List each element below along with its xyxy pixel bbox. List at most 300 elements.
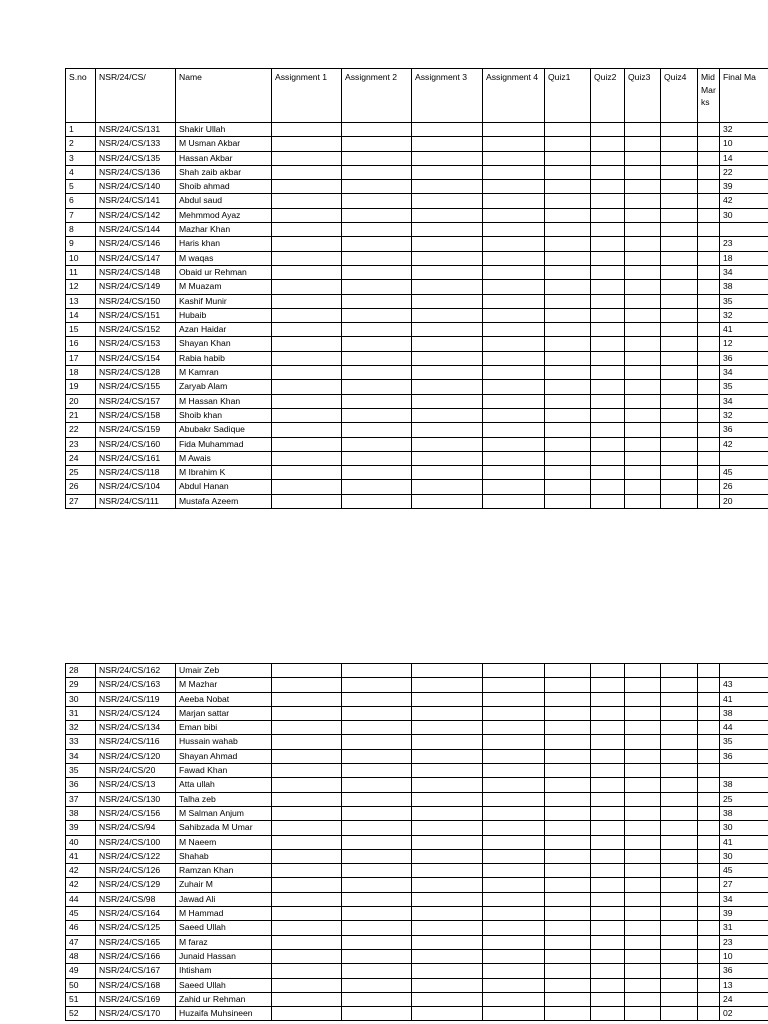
cell-assignment-2 bbox=[342, 1007, 412, 1021]
cell-quiz1 bbox=[545, 864, 591, 878]
cell-assignment-1 bbox=[272, 251, 342, 265]
table-row bbox=[66, 664, 768, 678]
cell-final-marks: 36 bbox=[720, 351, 768, 365]
cell-quiz1 bbox=[545, 764, 591, 778]
table-row bbox=[66, 1007, 768, 1021]
cell-mid-marks bbox=[698, 764, 720, 778]
table-row bbox=[66, 451, 768, 465]
cell-quiz4 bbox=[661, 394, 698, 408]
cell-final-marks bbox=[720, 664, 768, 678]
cell-quiz3 bbox=[625, 978, 661, 992]
cell-registration: NSR/24/CS/150 bbox=[96, 294, 176, 308]
cell-assignment-3 bbox=[412, 735, 483, 749]
cell-sno: 11 bbox=[66, 265, 96, 279]
cell-assignment-2 bbox=[342, 692, 412, 706]
cell-quiz2 bbox=[591, 151, 625, 165]
cell-final-marks: 32 bbox=[720, 408, 768, 422]
cell-assignment-3 bbox=[412, 978, 483, 992]
cell-assignment-4 bbox=[483, 351, 545, 365]
cell-final-marks: 45 bbox=[720, 864, 768, 878]
table-row bbox=[66, 123, 768, 137]
cell-registration: NSR/24/CS/20 bbox=[96, 764, 176, 778]
cell-quiz2 bbox=[591, 265, 625, 279]
cell-assignment-4 bbox=[483, 792, 545, 806]
cell-quiz1 bbox=[545, 978, 591, 992]
cell-assignment-4 bbox=[483, 265, 545, 279]
cell-name: Rabia habib bbox=[176, 351, 272, 365]
cell-assignment-2 bbox=[342, 949, 412, 963]
cell-quiz4 bbox=[661, 351, 698, 365]
cell-assignment-4 bbox=[483, 466, 545, 480]
cell-assignment-2 bbox=[342, 964, 412, 978]
cell-mid-marks bbox=[698, 721, 720, 735]
cell-registration: NSR/24/CS/155 bbox=[96, 380, 176, 394]
cell-registration: NSR/24/CS/166 bbox=[96, 949, 176, 963]
cell-quiz1 bbox=[545, 408, 591, 422]
cell-registration: NSR/24/CS/142 bbox=[96, 208, 176, 222]
cell-quiz4 bbox=[661, 423, 698, 437]
cell-quiz4 bbox=[661, 237, 698, 251]
cell-quiz2 bbox=[591, 692, 625, 706]
cell-quiz1 bbox=[545, 480, 591, 494]
cell-name: Haris khan bbox=[176, 237, 272, 251]
cell-quiz4 bbox=[661, 878, 698, 892]
cell-assignment-3 bbox=[412, 907, 483, 921]
cell-name: Hassan Akbar bbox=[176, 151, 272, 165]
cell-assignment-4 bbox=[483, 907, 545, 921]
cell-mid-marks bbox=[698, 408, 720, 422]
cell-assignment-1 bbox=[272, 849, 342, 863]
cell-assignment-4 bbox=[483, 721, 545, 735]
cell-assignment-4 bbox=[483, 437, 545, 451]
cell-name: Shah zaib akbar bbox=[176, 165, 272, 179]
cell-quiz4 bbox=[661, 380, 698, 394]
cell-final-marks: 34 bbox=[720, 394, 768, 408]
cell-quiz1 bbox=[545, 265, 591, 279]
cell-quiz3 bbox=[625, 678, 661, 692]
cell-assignment-2 bbox=[342, 237, 412, 251]
cell-quiz3 bbox=[625, 466, 661, 480]
cell-quiz1 bbox=[545, 992, 591, 1006]
cell-assignment-3 bbox=[412, 151, 483, 165]
cell-final-marks: 23 bbox=[720, 935, 768, 949]
cell-assignment-2 bbox=[342, 351, 412, 365]
cell-mid-marks bbox=[698, 337, 720, 351]
cell-registration: NSR/24/CS/134 bbox=[96, 721, 176, 735]
cell-name: Azan Haidar bbox=[176, 323, 272, 337]
cell-assignment-1 bbox=[272, 208, 342, 222]
cell-quiz3 bbox=[625, 792, 661, 806]
cell-assignment-1 bbox=[272, 408, 342, 422]
cell-name: Abdul Hanan bbox=[176, 480, 272, 494]
cell-sno: 23 bbox=[66, 437, 96, 451]
cell-assignment-3 bbox=[412, 408, 483, 422]
cell-assignment-2 bbox=[342, 778, 412, 792]
cell-quiz2 bbox=[591, 921, 625, 935]
cell-quiz4 bbox=[661, 664, 698, 678]
cell-quiz1 bbox=[545, 466, 591, 480]
cell-name: Ihtisham bbox=[176, 964, 272, 978]
cell-assignment-4 bbox=[483, 664, 545, 678]
cell-sno: 1 bbox=[66, 123, 96, 137]
cell-mid-marks bbox=[698, 380, 720, 394]
table-row bbox=[66, 849, 768, 863]
cell-assignment-1 bbox=[272, 194, 342, 208]
cell-sno: 27 bbox=[66, 494, 96, 508]
cell-quiz2 bbox=[591, 749, 625, 763]
cell-final-marks: 30 bbox=[720, 849, 768, 863]
cell-quiz4 bbox=[661, 137, 698, 151]
cell-mid-marks bbox=[698, 123, 720, 137]
cell-registration: NSR/24/CS/146 bbox=[96, 237, 176, 251]
cell-assignment-1 bbox=[272, 778, 342, 792]
cell-assignment-4 bbox=[483, 935, 545, 949]
cell-registration: NSR/24/CS/153 bbox=[96, 337, 176, 351]
cell-assignment-4 bbox=[483, 308, 545, 322]
cell-assignment-1 bbox=[272, 237, 342, 251]
cell-registration: NSR/24/CS/167 bbox=[96, 964, 176, 978]
cell-assignment-1 bbox=[272, 423, 342, 437]
cell-quiz2 bbox=[591, 892, 625, 906]
cell-assignment-3 bbox=[412, 992, 483, 1006]
cell-assignment-2 bbox=[342, 280, 412, 294]
cell-quiz2 bbox=[591, 678, 625, 692]
table-row bbox=[66, 907, 768, 921]
cell-quiz1 bbox=[545, 792, 591, 806]
cell-registration: NSR/24/CS/125 bbox=[96, 921, 176, 935]
cell-assignment-4 bbox=[483, 223, 545, 237]
cell-final-marks: 20 bbox=[720, 494, 768, 508]
cell-sno: 52 bbox=[66, 1007, 96, 1021]
cell-sno: 35 bbox=[66, 764, 96, 778]
cell-sno: 41 bbox=[66, 849, 96, 863]
cell-assignment-1 bbox=[272, 935, 342, 949]
cell-quiz3 bbox=[625, 964, 661, 978]
cell-quiz2 bbox=[591, 437, 625, 451]
cell-final-marks: 02 bbox=[720, 1007, 768, 1021]
cell-quiz2 bbox=[591, 394, 625, 408]
cell-assignment-1 bbox=[272, 480, 342, 494]
cell-mid-marks bbox=[698, 180, 720, 194]
cell-sno: 31 bbox=[66, 706, 96, 720]
cell-quiz1 bbox=[545, 721, 591, 735]
header-quiz4: Quiz4 bbox=[661, 69, 698, 123]
cell-mid-marks bbox=[698, 835, 720, 849]
cell-quiz2 bbox=[591, 408, 625, 422]
cell-quiz1 bbox=[545, 194, 591, 208]
cell-assignment-1 bbox=[272, 678, 342, 692]
cell-assignment-4 bbox=[483, 964, 545, 978]
cell-assignment-3 bbox=[412, 878, 483, 892]
cell-final-marks: 23 bbox=[720, 237, 768, 251]
header-assignment-3: Assignment 3 bbox=[412, 69, 483, 123]
cell-final-marks: 41 bbox=[720, 835, 768, 849]
cell-sno: 6 bbox=[66, 194, 96, 208]
cell-quiz1 bbox=[545, 337, 591, 351]
cell-quiz4 bbox=[661, 735, 698, 749]
cell-assignment-2 bbox=[342, 735, 412, 749]
cell-mid-marks bbox=[698, 1007, 720, 1021]
cell-final-marks: 39 bbox=[720, 907, 768, 921]
header-name: Name bbox=[176, 69, 272, 123]
cell-quiz3 bbox=[625, 878, 661, 892]
cell-name: M Naeem bbox=[176, 835, 272, 849]
cell-assignment-1 bbox=[272, 664, 342, 678]
table-row bbox=[66, 251, 768, 265]
cell-final-marks bbox=[720, 764, 768, 778]
cell-quiz4 bbox=[661, 308, 698, 322]
cell-name: Marjan sattar bbox=[176, 706, 272, 720]
cell-final-marks: 42 bbox=[720, 194, 768, 208]
cell-registration: NSR/24/CS/111 bbox=[96, 494, 176, 508]
table-row bbox=[66, 308, 768, 322]
cell-mid-marks bbox=[698, 692, 720, 706]
cell-assignment-2 bbox=[342, 764, 412, 778]
cell-name: Mehmmod Ayaz bbox=[176, 208, 272, 222]
cell-final-marks: 36 bbox=[720, 964, 768, 978]
cell-quiz1 bbox=[545, 749, 591, 763]
cell-name: Mustafa Azeem bbox=[176, 494, 272, 508]
cell-quiz3 bbox=[625, 208, 661, 222]
cell-final-marks: 39 bbox=[720, 180, 768, 194]
cell-assignment-1 bbox=[272, 337, 342, 351]
cell-registration: NSR/24/CS/129 bbox=[96, 878, 176, 892]
table-row bbox=[66, 721, 768, 735]
header-assignment-1: Assignment 1 bbox=[272, 69, 342, 123]
cell-registration: NSR/24/CS/126 bbox=[96, 864, 176, 878]
table-row bbox=[66, 792, 768, 806]
cell-quiz2 bbox=[591, 964, 625, 978]
cell-quiz4 bbox=[661, 180, 698, 194]
cell-assignment-3 bbox=[412, 864, 483, 878]
cell-quiz2 bbox=[591, 294, 625, 308]
cell-sno: 34 bbox=[66, 749, 96, 763]
header-quiz1: Quiz1 bbox=[545, 69, 591, 123]
cell-quiz2 bbox=[591, 480, 625, 494]
cell-quiz4 bbox=[661, 408, 698, 422]
cell-registration: NSR/24/CS/122 bbox=[96, 849, 176, 863]
cell-registration: NSR/24/CS/156 bbox=[96, 806, 176, 820]
cell-final-marks: 14 bbox=[720, 151, 768, 165]
cell-assignment-3 bbox=[412, 294, 483, 308]
cell-assignment-3 bbox=[412, 806, 483, 820]
cell-final-marks: 45 bbox=[720, 466, 768, 480]
table-row bbox=[66, 323, 768, 337]
cell-quiz1 bbox=[545, 308, 591, 322]
cell-quiz2 bbox=[591, 1007, 625, 1021]
cell-name: Obaid ur Rehman bbox=[176, 265, 272, 279]
cell-quiz3 bbox=[625, 692, 661, 706]
cell-assignment-4 bbox=[483, 692, 545, 706]
cell-final-marks: 24 bbox=[720, 992, 768, 1006]
cell-assignment-2 bbox=[342, 749, 412, 763]
cell-assignment-3 bbox=[412, 351, 483, 365]
cell-assignment-1 bbox=[272, 735, 342, 749]
cell-quiz1 bbox=[545, 294, 591, 308]
table-row bbox=[66, 423, 768, 437]
cell-assignment-3 bbox=[412, 323, 483, 337]
cell-quiz3 bbox=[625, 323, 661, 337]
cell-mid-marks bbox=[698, 237, 720, 251]
cell-sno: 19 bbox=[66, 380, 96, 394]
cell-mid-marks bbox=[698, 423, 720, 437]
cell-mid-marks bbox=[698, 194, 720, 208]
cell-quiz3 bbox=[625, 180, 661, 194]
cell-assignment-1 bbox=[272, 494, 342, 508]
table-row bbox=[66, 949, 768, 963]
cell-quiz2 bbox=[591, 664, 625, 678]
cell-assignment-3 bbox=[412, 280, 483, 294]
cell-quiz2 bbox=[591, 806, 625, 820]
cell-quiz3 bbox=[625, 494, 661, 508]
cell-registration: NSR/24/CS/159 bbox=[96, 423, 176, 437]
cell-final-marks: 34 bbox=[720, 892, 768, 906]
cell-quiz1 bbox=[545, 208, 591, 222]
cell-quiz4 bbox=[661, 706, 698, 720]
cell-registration: NSR/24/CS/118 bbox=[96, 466, 176, 480]
cell-assignment-1 bbox=[272, 380, 342, 394]
cell-mid-marks bbox=[698, 792, 720, 806]
cell-registration: NSR/24/CS/149 bbox=[96, 280, 176, 294]
cell-assignment-3 bbox=[412, 892, 483, 906]
cell-quiz1 bbox=[545, 664, 591, 678]
cell-sno: 7 bbox=[66, 208, 96, 222]
cell-mid-marks bbox=[698, 921, 720, 935]
cell-quiz1 bbox=[545, 237, 591, 251]
cell-quiz2 bbox=[591, 764, 625, 778]
cell-quiz4 bbox=[661, 280, 698, 294]
cell-assignment-4 bbox=[483, 764, 545, 778]
cell-quiz4 bbox=[661, 721, 698, 735]
cell-quiz1 bbox=[545, 451, 591, 465]
cell-sno: 4 bbox=[66, 165, 96, 179]
cell-registration: NSR/24/CS/141 bbox=[96, 194, 176, 208]
cell-sno: 2 bbox=[66, 137, 96, 151]
cell-registration: NSR/24/CS/98 bbox=[96, 892, 176, 906]
cell-quiz2 bbox=[591, 878, 625, 892]
table-row bbox=[66, 480, 768, 494]
cell-assignment-1 bbox=[272, 992, 342, 1006]
cell-mid-marks bbox=[698, 806, 720, 820]
cell-name: M waqas bbox=[176, 251, 272, 265]
cell-assignment-2 bbox=[342, 849, 412, 863]
cell-quiz3 bbox=[625, 251, 661, 265]
cell-assignment-1 bbox=[272, 706, 342, 720]
cell-sno: 3 bbox=[66, 151, 96, 165]
cell-registration: NSR/24/CS/119 bbox=[96, 692, 176, 706]
cell-quiz2 bbox=[591, 194, 625, 208]
cell-name: Fawad Khan bbox=[176, 764, 272, 778]
cell-mid-marks bbox=[698, 892, 720, 906]
cell-mid-marks bbox=[698, 864, 720, 878]
cell-quiz2 bbox=[591, 706, 625, 720]
cell-assignment-1 bbox=[272, 721, 342, 735]
cell-quiz3 bbox=[625, 821, 661, 835]
header-final-marks: Final Ma bbox=[720, 69, 768, 123]
cell-assignment-4 bbox=[483, 494, 545, 508]
cell-quiz4 bbox=[661, 294, 698, 308]
table-row bbox=[66, 735, 768, 749]
cell-assignment-2 bbox=[342, 208, 412, 222]
cell-final-marks: 26 bbox=[720, 480, 768, 494]
cell-sno: 25 bbox=[66, 466, 96, 480]
cell-quiz2 bbox=[591, 494, 625, 508]
cell-quiz2 bbox=[591, 251, 625, 265]
table-row bbox=[66, 892, 768, 906]
cell-name: Shahab bbox=[176, 849, 272, 863]
cell-assignment-1 bbox=[272, 806, 342, 820]
cell-quiz2 bbox=[591, 735, 625, 749]
table-row bbox=[66, 692, 768, 706]
cell-quiz1 bbox=[545, 180, 591, 194]
cell-assignment-4 bbox=[483, 165, 545, 179]
cell-mid-marks bbox=[698, 451, 720, 465]
cell-assignment-4 bbox=[483, 337, 545, 351]
cell-quiz2 bbox=[591, 165, 625, 179]
cell-assignment-4 bbox=[483, 835, 545, 849]
cell-quiz1 bbox=[545, 921, 591, 935]
cell-assignment-2 bbox=[342, 408, 412, 422]
cell-assignment-3 bbox=[412, 137, 483, 151]
table-row bbox=[66, 265, 768, 279]
cell-assignment-3 bbox=[412, 764, 483, 778]
table-row bbox=[66, 749, 768, 763]
cell-assignment-2 bbox=[342, 978, 412, 992]
cell-assignment-4 bbox=[483, 294, 545, 308]
cell-assignment-2 bbox=[342, 337, 412, 351]
cell-name: Shoib ahmad bbox=[176, 180, 272, 194]
cell-quiz1 bbox=[545, 1007, 591, 1021]
cell-final-marks: 42 bbox=[720, 437, 768, 451]
cell-sno: 45 bbox=[66, 907, 96, 921]
table-row bbox=[66, 394, 768, 408]
cell-assignment-3 bbox=[412, 223, 483, 237]
cell-quiz4 bbox=[661, 806, 698, 820]
cell-quiz1 bbox=[545, 692, 591, 706]
cell-sno: 50 bbox=[66, 978, 96, 992]
cell-registration: NSR/24/CS/140 bbox=[96, 180, 176, 194]
cell-quiz1 bbox=[545, 323, 591, 337]
cell-assignment-1 bbox=[272, 123, 342, 137]
cell-sno: 29 bbox=[66, 678, 96, 692]
cell-assignment-3 bbox=[412, 394, 483, 408]
cell-registration: NSR/24/CS/158 bbox=[96, 408, 176, 422]
cell-assignment-4 bbox=[483, 821, 545, 835]
cell-assignment-2 bbox=[342, 721, 412, 735]
cell-quiz3 bbox=[625, 237, 661, 251]
cell-sno: 37 bbox=[66, 792, 96, 806]
cell-assignment-3 bbox=[412, 792, 483, 806]
cell-sno: 20 bbox=[66, 394, 96, 408]
cell-assignment-3 bbox=[412, 451, 483, 465]
cell-quiz4 bbox=[661, 935, 698, 949]
cell-assignment-1 bbox=[272, 749, 342, 763]
table-row bbox=[66, 337, 768, 351]
cell-assignment-1 bbox=[272, 892, 342, 906]
cell-assignment-3 bbox=[412, 721, 483, 735]
cell-assignment-3 bbox=[412, 165, 483, 179]
cell-quiz2 bbox=[591, 907, 625, 921]
cell-quiz1 bbox=[545, 964, 591, 978]
cell-quiz3 bbox=[625, 123, 661, 137]
cell-assignment-4 bbox=[483, 1007, 545, 1021]
cell-assignment-4 bbox=[483, 151, 545, 165]
cell-assignment-3 bbox=[412, 749, 483, 763]
cell-name: M faraz bbox=[176, 935, 272, 949]
cell-assignment-4 bbox=[483, 408, 545, 422]
table-row bbox=[66, 921, 768, 935]
cell-assignment-2 bbox=[342, 180, 412, 194]
